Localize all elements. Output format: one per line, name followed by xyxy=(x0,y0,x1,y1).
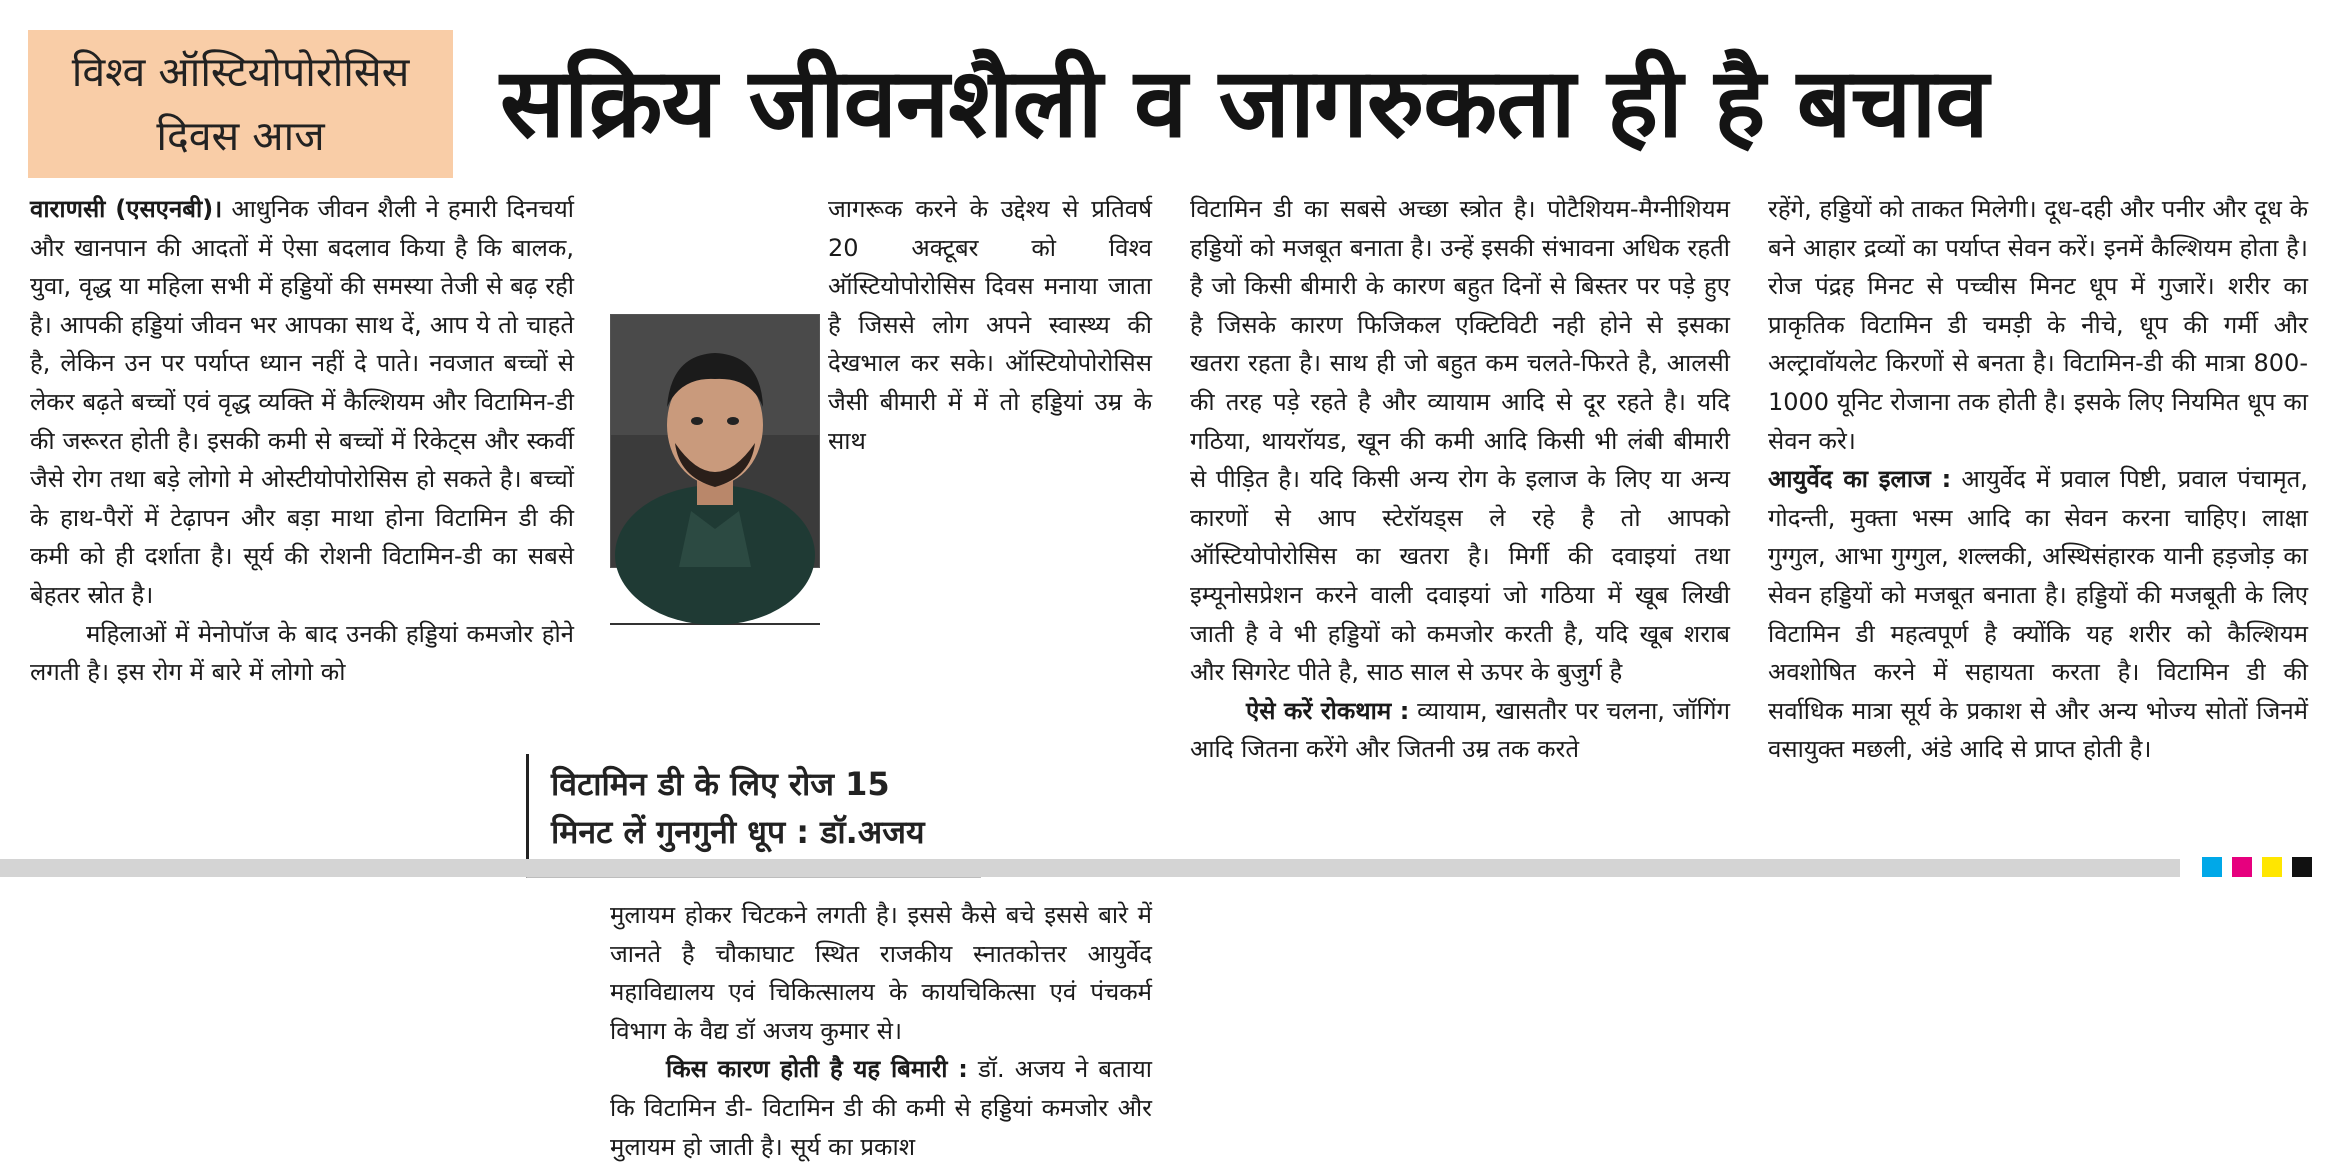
col1-paragraph-1 xyxy=(30,190,574,615)
pull-quote-line1: विटामिन डी के लिए रोज 15 xyxy=(551,765,890,803)
registration-mark-black xyxy=(2292,857,2312,877)
col2-paragraph-2: मुलायम होकर चिटकने लगती है। इससे कैसे बचे इससे बारे में जानते है चौकाघाट स्थित राजकीय स्नातकोत्तर आयुर्वेद महाविद्यालय एवं चिकित्सालय के कायचिकित्सा एवं पंचकर्म विभाग के वैद्य डॉ अजय कुमार से। xyxy=(610,901,1152,1045)
article-headline: सक्रिय जीवनशैली व जागरुकता ही है बचाव xyxy=(500,47,1988,159)
article-column-4 xyxy=(1768,190,2308,830)
col2-paragraph-3 xyxy=(610,1050,1152,1166)
col1-paragraph-2: महिलाओं में मेनोपॉज के बाद उनकी हड्डियां कमजोर होने लगती है। इस रोग में बारे में लोगो को xyxy=(30,619,574,687)
col2-paragraph-3-text: डॉ. अजय ने बताया कि विटामिन डी- विटामिन डी की कमी से हड्डियां कमजोर और मुलायम हो जाती है। सूर्य का प्रकाश xyxy=(610,1055,1152,1161)
col1-paragraph-1-text: आधुनिक जीवन शैली ने हमारी दिनचर्या और खानपान की आदतों में ऐसा बदलाव किया है कि बालक, युवा, वृद्ध या महिला सभी में हड्डियों की समस्या तेजी से बढ़ रही है। आपकी हड्डियां जीवन भर आपका साथ दें, आप ये तो चाहते है, लेकिन उन पर पर्याप्त ध्यान नहीं दे पाते। नवजात बच्चों से लेकर बढ़ते बच्चों एवं वृद्ध व्यक्ति में कैल्शियम और विटामिन-डी की जरूरत होती है। इसकी कमी से बच्चों में रिकेट्स और स्कर्वी जैसे रोग तथा बड़े लोगो मे ओस्टीयोपोरोसिस हो सकते है। बच्चों के हाथ-पैरों में टेढ़ापन और बड़ा माथा होना विटामिन डी की कमी को ही दर्शाता है। सूर्य की रोशनी विटामिन-डी का सबसे बेहतर स्रोत है। xyxy=(30,195,574,609)
pull-quote-line2: मिनट लें गुनगुनी धूप : डॉ.अजय xyxy=(551,813,925,851)
article-column-1 xyxy=(30,190,574,830)
dateline: वाराणसी (एसएनबी)। xyxy=(30,195,223,223)
col3-subhead: ऐसे करें रोकथाम : xyxy=(1246,696,1410,725)
col4-paragraph-2-text: आयुर्वेद में प्रवाल पिष्टी, प्रवाल पंचामृत, गोदन्ती, मुक्ता भस्म आदि का सेवन करना चाहिए। लाक्षा गुग्गुल, आभा गुग्गुल, शल्लकी, अस्थिसंहारक यानी हड़जोड़ का सेवन हड्डियों को मजबूत बनाता है। हड्डियों की मजबूती के लिए विटामिन डी महत्वपूर्ण है क्योंकि यह शरीर को कैल्शियम अवशोषित करने में सहायता करता है। विटामिन डी की सर्वाधिक मात्रा सूर्य के प्रकाश से और अन्य भोज्य सोतों जिनमें वसायुक्त मछली, अंडे आदि से प्राप्त होती है। xyxy=(1768,465,2308,764)
col4-paragraph-1: रहेंगे, हड्डियों को ताकत मिलेगी। दूध-दही और पनीर और दूध के बने आहार द्रव्यों का पर्याप्त सेवन करें। इनमें कैल्शियम होता है। रोज पंद्रह मिनट से पच्चीस मिनट धूप में गुजारें। शरीर का प्राकृतिक विटामिन डी चमड़ी के नीचे, धूप की गर्मी और अल्ट्रावॉयलेट किरणों से बनता है। विटामिन-डी की मात्रा 800-1000 यूनिट रोजाना तक होती है। इसके लिए नियमित धूप का सेवन करे। xyxy=(1768,195,2308,455)
col2-subhead: किस कारण होती है यह बिमारी : xyxy=(666,1055,968,1084)
col4-subhead: आयुर्वेद का इलाज : xyxy=(1768,465,1952,494)
col3-paragraph-2-text: व्यायाम, खासतौर पर चलना, जॉगिंग आदि जितना करेंगे और जितनी उम्र तक करते xyxy=(1190,696,1731,764)
event-tag-box xyxy=(28,30,453,178)
author-photo-block xyxy=(610,314,820,754)
footer-rule xyxy=(0,859,2180,877)
event-tag-line1: विश्व ऑस्टियोपोरोसिस xyxy=(71,48,410,96)
registration-mark-yellow xyxy=(2262,857,2282,877)
col3-paragraph-1: विटामिन डी का सबसे अच्छा स्त्रोत है। पोटैशियम-मैग्नीशियम हड्डियों को मजबूत बनाता है। उन्हें इसकी संभावना अधिक रहती है जो किसी बीमारी के कारण बहुत दिनों से बिस्तर पर पड़े हुए है जिसके कारण फिजिकल एक्टिविटी नही होने से इसका खतरा रहता है। साथ ही जो बहुत कम चलते-फिरते है, आलसी की तरह पड़े रहते है और व्यायाम आदि से दूर रहते है। यदि गठिया, थायरॉयड, खून की कमी आदि किसी भी लंबी बीमारी से पीड़ित है। यदि किसी अन्य रोग के इलाज के लिए या अन्य कारणों से आप स्टेरॉयड्स ले रहे है तो आपको ऑस्टियोपोरोसिस का खतरा है। मिर्गी की दवाइयां तथा इम्यूनोसप्रेशन करने वाली दवाइयां जो गठिया में खूब लिखी जाती है वे भी हड्डियों को कमजोर करती है, यदि खूब शराब और सिगरेट पीते है, साठ साल से ऊपर के बुजुर्ग है xyxy=(1190,195,1730,687)
col4-paragraph-2 xyxy=(1768,460,2308,769)
author-photo xyxy=(610,314,820,568)
registration-mark-cyan xyxy=(2202,857,2222,877)
event-tag-line2: दिवस आज xyxy=(156,112,325,160)
article-column-2 xyxy=(551,190,1152,1161)
article-column-3 xyxy=(1190,190,1730,830)
col2-paragraph-1: जागरूक करने के उद्देश्य से प्रतिवर्ष 20 अक्टूबर को विश्व ऑस्टियोपोरोसिस दिवस मनाया जाता है जिससे लोग अपने स्वास्थ्य की देखभाल कर सके। ऑस्टियोपोरोसिस जैसी बीमारी में में तो हड्डियां उम्र के साथ xyxy=(828,195,1152,455)
registration-mark-magenta xyxy=(2232,857,2252,877)
col3-paragraph-2 xyxy=(1190,692,1730,769)
